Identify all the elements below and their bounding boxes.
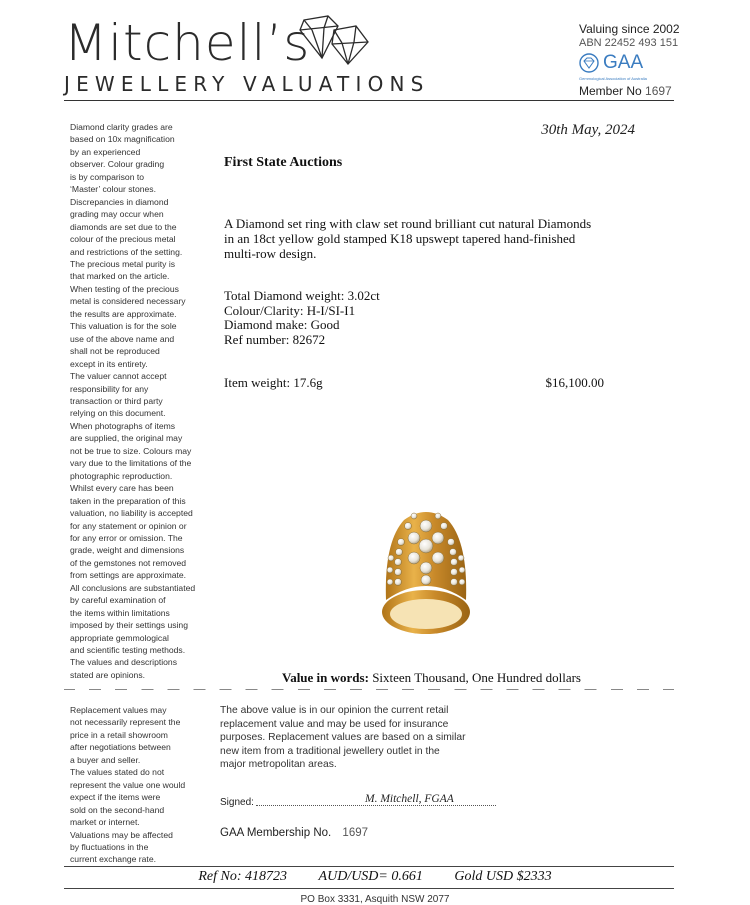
item-weight: Item weight: 17.6g — [224, 375, 323, 390]
value-in-words-label: Value in words: — [282, 670, 369, 685]
ring-photo — [374, 482, 474, 642]
brand-name: Mitchell’s — [64, 14, 311, 72]
disclaimer-line: This valuation is for the sole — [70, 321, 177, 332]
item-description — [224, 216, 624, 261]
footer-divider-bottom — [64, 888, 674, 889]
disclaimer-line: and restrictions of the setting. — [70, 246, 183, 257]
disclaimer-line: expect if the items were — [70, 792, 161, 803]
signed-label: Signed: — [220, 797, 254, 808]
disclaimer-line: is by comparison to — [70, 171, 145, 182]
disclaimer-line: diamonds are set due to the — [70, 221, 177, 232]
disclaimer-line: for any statement or opinion or — [70, 520, 187, 531]
disclaimer-line: a buyer and seller. — [70, 754, 141, 765]
gaa-membership — [220, 827, 368, 839]
disclaimer-line: ‘Master’ colour stones. — [70, 184, 156, 195]
spec-colour-clarity: Colour/Clarity: H-I/SI-I1 — [224, 302, 356, 318]
disclaimer-line: Valuations may be affected — [70, 829, 173, 840]
disclaimer-line: vary due to the limitations of the — [70, 458, 192, 469]
disclaimer-line: observer. Colour grading — [70, 159, 165, 170]
disclaimer-line: responsibility for any — [70, 383, 149, 394]
description-line: in an 18ct yellow gold stamped K18 upswept tapered hand-finished — [224, 231, 576, 246]
section-divider — [64, 689, 674, 690]
disclaimer-line: valuation, no liability is accepted — [70, 508, 193, 519]
disclaimer-line: grading may occur when — [70, 209, 164, 220]
signature-line — [256, 805, 496, 806]
valuing-since: Valuing since 2002 — [579, 22, 680, 36]
disclaimer-line: of the gemstones not removed — [70, 557, 187, 568]
header-divider — [64, 100, 674, 101]
member-value: 1697 — [645, 84, 672, 98]
spec-total-weight: Total Diamond weight: 3.02ct — [224, 288, 380, 303]
gaa-logo-subtext: Gemmological Association of Australia — [579, 76, 647, 81]
disclaimer-line: market or internet. — [70, 817, 140, 828]
valuation-statement — [220, 704, 500, 772]
client-name: First State Auctions — [224, 155, 343, 170]
disclaimer-line: All conclusions are substantiated — [70, 582, 196, 593]
statement-line: purposes. Replacement values are based on a similar — [220, 732, 466, 743]
valuation-price: $16,100.00 — [545, 375, 604, 390]
statement-line: The above value is in our opinion the current retail — [220, 705, 449, 716]
disclaimer-line: transaction or third party — [70, 395, 163, 406]
disclaimer-line: appropriate gemmological — [70, 632, 169, 643]
diamond-specs — [224, 289, 380, 347]
footer-divider-top — [64, 866, 674, 867]
replacement-disclaimer — [70, 704, 212, 866]
gaa-logo-text: GAA — [603, 52, 644, 73]
disclaimer-line: not be true to size. Colours may — [70, 445, 192, 456]
disclaimer-line: that marked on the article. — [70, 271, 170, 282]
brand-tagline: JEWELLERY VALUATIONS — [64, 72, 430, 96]
value-in-words — [282, 670, 581, 686]
description-line: multi-row design. — [224, 246, 317, 261]
disclaimer-line: use of the above name and — [70, 333, 175, 344]
disclaimer-line: for any error or omission. The — [70, 532, 183, 543]
disclaimer-line: relying on this document. — [70, 408, 166, 419]
disclaimer-line: except in its entirety. — [70, 358, 148, 369]
gaa-membership-label: GAA Membership No. — [220, 827, 332, 839]
disclaimer-line: taken in the preparation of this — [70, 495, 186, 506]
spec-ref-number: Ref number: 82672 — [224, 331, 326, 347]
disclaimer-line: based on 10x magnification — [70, 134, 175, 145]
disclaimer-line: after negotiations between — [70, 742, 171, 753]
disclaimer-line: by an experienced — [70, 146, 141, 157]
disclaimer-line: The values stated do not — [70, 767, 165, 778]
disclaimer-line: the results are approximate. — [70, 308, 177, 319]
member-label: Member No — [579, 84, 642, 98]
description-line: A Diamond set ring with claw set round brilliant cut natural Diamonds — [224, 216, 592, 231]
disclaimer-line: and scientific testing methods. — [70, 645, 186, 656]
disclaimer-sidebar — [70, 121, 212, 681]
disclaimer-line: Whilst every care has been — [70, 483, 174, 494]
disclaimer-line: The valuer cannot accept — [70, 371, 167, 382]
disclaimer-line: The values and descriptions — [70, 657, 178, 668]
disclaimer-line: not necessarily represent the — [70, 717, 181, 728]
footer-refs — [0, 869, 750, 885]
disclaimer-line: grade, weight and dimensions — [70, 545, 185, 556]
disclaimer-line: When photographs of items — [70, 420, 176, 431]
disclaimer-line: by fluctuations in the — [70, 841, 149, 852]
po-box-address: PO Box 3331, Asquith NSW 2077 — [300, 894, 450, 905]
disclaimer-line: the items within limitations — [70, 607, 170, 618]
exchange-rate: AUD/USD= 0.661 — [318, 869, 423, 884]
disclaimer-line: When testing of the precious — [70, 283, 179, 294]
disclaimer-line: shall not be reproduced — [70, 346, 160, 357]
gaa-membership-number: 1697 — [342, 827, 369, 839]
spec-diamond-make: Diamond make: Good — [224, 317, 340, 332]
disclaimer-line: photographic reproduction. — [70, 470, 173, 481]
signature-name: M. Mitchell, FGAA — [365, 793, 454, 805]
valuation-date: 30th May, 2024 — [541, 122, 635, 138]
disclaimer-line: by careful examination of — [70, 595, 166, 606]
disclaimer-line: metal is considered necessary — [70, 296, 186, 307]
disclaimer-line: Diamond clarity grades are — [70, 122, 173, 132]
gold-price: Gold USD $2333 — [454, 869, 552, 884]
member-number — [579, 84, 672, 98]
disclaimer-line: Replacement values may — [70, 705, 167, 715]
disclaimer-line: The precious metal purity is — [70, 258, 176, 269]
disclaimer-line: current exchange rate. — [70, 854, 156, 865]
diamond-logo-icon — [298, 14, 370, 68]
statement-line: replacement value and may be used for insurance — [220, 718, 449, 730]
disclaimer-line: price in a retail showroom — [70, 729, 168, 740]
statement-line: new item from a traditional jewellery outlet in the — [220, 745, 440, 757]
ref-number: Ref No: 418723 — [198, 869, 288, 884]
disclaimer-line: are supplied, the original may — [70, 433, 183, 444]
disclaimer-line: Discrepancies in diamond — [70, 196, 169, 207]
statement-line: major metropolitan areas. — [220, 759, 337, 770]
value-in-words-text: Sixteen Thousand, One Hundred dollars — [372, 670, 581, 685]
disclaimer-line: sold on the second-hand — [70, 804, 165, 815]
disclaimer-line: colour of the precious metal — [70, 234, 176, 245]
abn-number: ABN 22452 493 151 — [579, 37, 679, 49]
disclaimer-line: represent the value one would — [70, 779, 186, 790]
disclaimer-line: from settings are approximate. — [70, 570, 187, 581]
disclaimer-line: imposed by their settings using — [70, 620, 188, 631]
disclaimer-line: stated are opinions. — [70, 669, 146, 680]
